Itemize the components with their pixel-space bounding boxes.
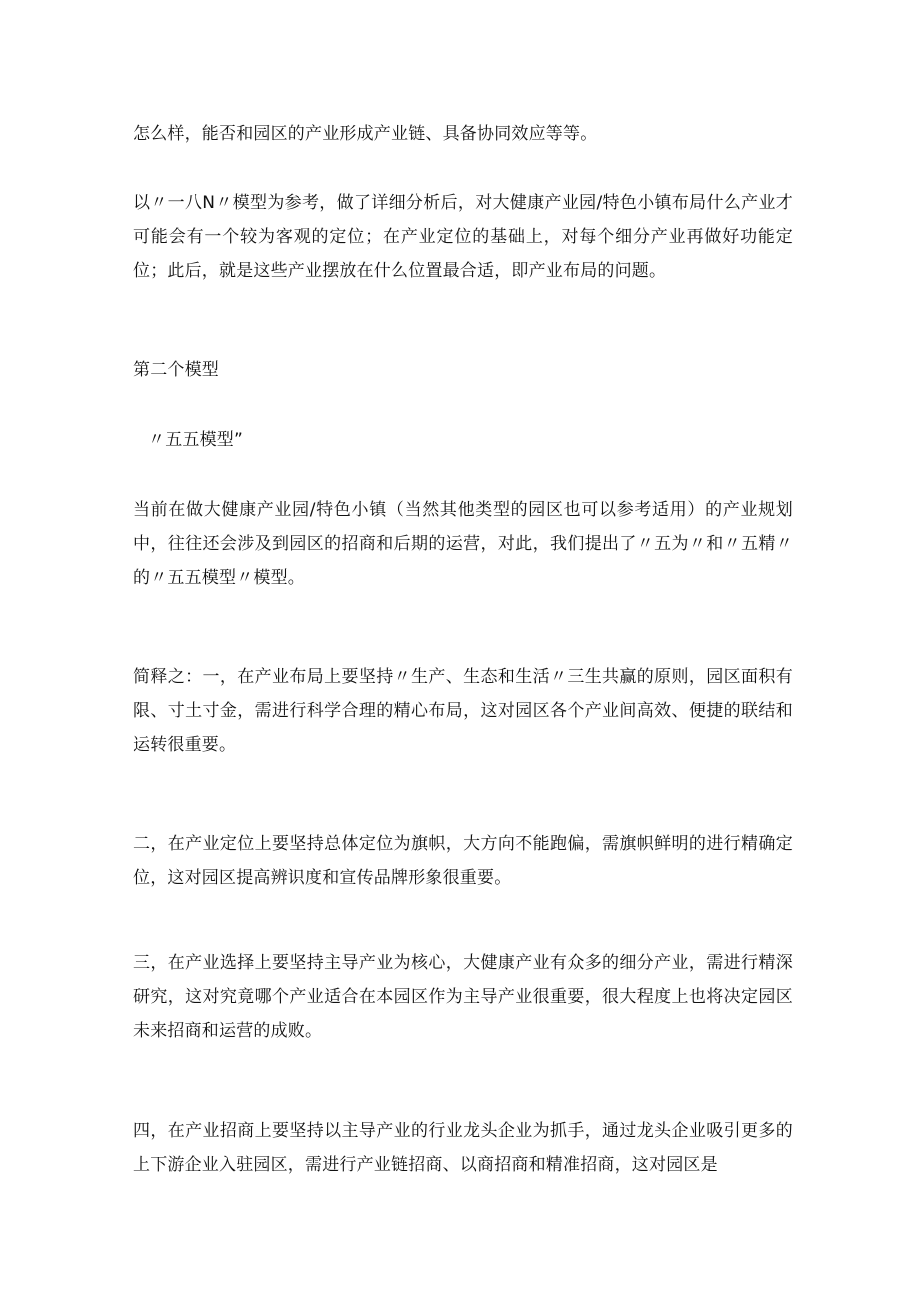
- paragraph-model-analysis: 以〃一八N〃模型为参考，做了详细分析后，对大健康产业园/特色小镇布局什么产业才可能会有一个较为客观的定位；在产业定位的基础上，对每个细分产业再做好功能定位；此后，就是这些产业摆放在什么位置最合适，即产业布局的问题。: [133, 193, 793, 281]
- paragraph-planning-intro: 当前在做大健康产业园/特色小镇（当然其他类型的园区也可以参考适用）的产业规划中，往往还会涉及到园区的招商和后期的运营，对此，我们提出了〃五为〃和〃五精〃的〃五五模型〃模型。: [133, 500, 793, 588]
- paragraph-point-three: 三，在产业选择上要坚持主导产业为核心，大健康产业有众多的细分产业，需进行精深研究，这对究竟哪个产业适合在本园区作为主导产业很重要，很大程度上也将决定园区未来招商和运营的成败。: [133, 953, 793, 1041]
- paragraph-industrial-chain: 怎么样，能否和园区的产业形成产业链、具备协同效应等等。: [133, 124, 598, 144]
- paragraph-point-one: 简释之：一，在产业布局上要坚持〃生产、生态和生活〃三生共赢的原则，园区面积有限、寸土寸金，需进行科学合理的精心布局，这对园区各个产业间高效、便捷的联结和运转很重要。: [133, 667, 793, 755]
- paragraph-point-four: 四，在产业招商上要坚持以主导产业的行业龙头企业为抓手，通过龙头企业吸引更多的上下游企业入驻园区，需进行产业链招商、以商招商和精准招商，这对园区是: [133, 1121, 793, 1175]
- model-name-wuwu: 〃五五模型”: [148, 430, 244, 450]
- paragraph-point-two: 二，在产业定位上要坚持总体定位为旗帜，大方向不能跑偏，需旗帜鲜明的进行精确定位，这对园区提高辨识度和宣传品牌形象很重要。: [133, 834, 793, 888]
- section-heading-second-model: 第二个模型: [133, 360, 219, 380]
